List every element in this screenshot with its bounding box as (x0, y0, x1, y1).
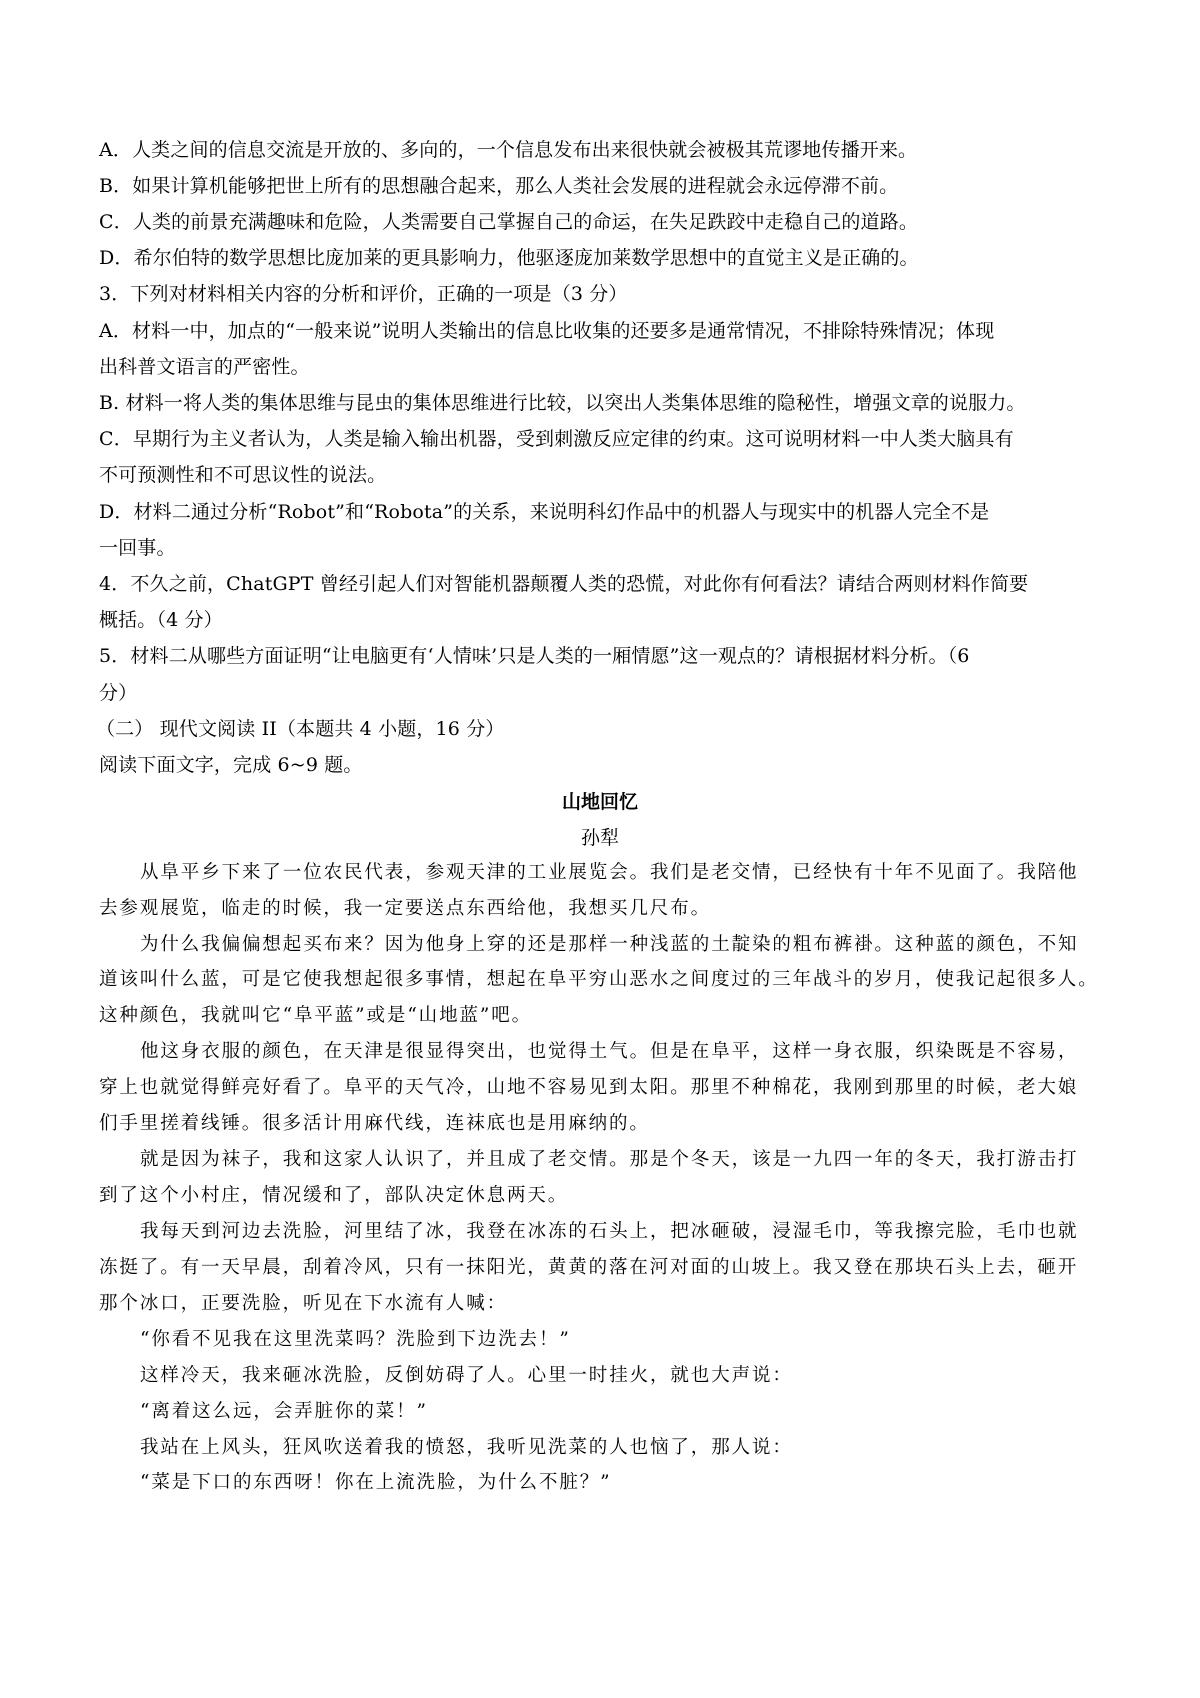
q2-option-d: D．希尔伯特的数学思想比庞加莱的更具影响力，他驱逐庞加莱数学思想中的直觉主义是正确的。 (99, 247, 919, 269)
q3-stem: 3．下列对材料相关内容的分析和评价，正确的一项是（3 分） (99, 283, 628, 305)
q5-stem-line2: 分） (99, 682, 138, 704)
q3-option-c-line2: 不可预测性和不可思议性的说法。 (99, 464, 387, 486)
article-line: 我站在上风头，狂风吹送着我的愤怒，我听见洗菜的人也恼了，那人说： (140, 1437, 793, 1458)
q3-option-b: B. 材料一将人类的集体思维与昆虫的集体思维进行比较，以突出人类集体思维的隐秘性，增强文章的说服力。 (99, 392, 1026, 414)
section-instruction: 阅读下面文字，完成 6~9 题。 (99, 754, 363, 776)
article-line: 他这身衣服的颜色，在天津是很显得突出，也觉得土气。但是在阜平，这样一身衣服，织染既是不容易， (140, 1041, 1079, 1062)
article-line: 我每天到河边去洗脸，河里结了冰，我登在冰冻的石头上，把冰砸破，浸湿毛巾，等我擦完脸，毛巾也就 (140, 1221, 1079, 1242)
q2-option-a: A．人类之间的信息交流是开放的、多向的，一个信息发布出来很快就会被极其荒谬地传播开来。 (99, 139, 918, 161)
article-line: 去参观展览，临走的时候，我一定要送点东西给他，我想买几尺布。 (99, 898, 712, 919)
article-line: “离着这么远，会弄脏你的菜！” (140, 1401, 428, 1422)
section-heading: （二） 现代文阅读 II（本题共 4 小题，16 分） (96, 718, 505, 740)
article-line: 为什么我偏偏想起买布来？因为他身上穿的还是那样一种浅蓝的土靛染的粗布裤褂。这种蓝的颜色，不知 (140, 934, 1079, 955)
article-line: 冻挺了。有一天早晨，刮着冷风，只有一抹阳光，黄黄的落在河对面的山坡上。我又登在那块石头上去，砸开 (99, 1257, 1079, 1278)
q4-stem-line1: 4．不久之前，ChatGPT 曾经引起人们对智能机器颠覆人类的恐慌，对此你有何看法？请结合两则材料作简要 (99, 573, 1029, 595)
article-line: “菜是下口的东西呀！你在上流洗脸，为什么不脏？” (140, 1472, 612, 1493)
q3-option-d-line1: D．材料二通过分析“Robot”和“Robota”的关系，来说明科幻作品中的机器人与现实中的机器人完全不是 (99, 501, 990, 523)
article-line: 那个冰口，正要洗脸，听见在下水流有人喊： (99, 1293, 508, 1314)
article-line: 这样冷天，我来砸冰洗脸，反倒妨碍了人。心里一时挂火，就也大声说： (140, 1365, 793, 1386)
article-line: 穿上也就觉得鲜亮好看了。阜平的天气冷，山地不容易见到太阳。那里不种棉花，我刚到那里的时候，老大娘 (99, 1077, 1079, 1098)
article-line: 从阜平乡下来了一位农民代表，参观天津的工业展览会。我们是老交情，已经快有十年不见面了。我陪他 (140, 862, 1079, 883)
q3-option-d-line2: 一回事。 (99, 537, 176, 559)
article-line: 们手里搓着线锤。很多活计用麻代线，连袜底也是用麻纳的。 (99, 1113, 650, 1134)
article-line: 到了这个小村庄，情况缓和了，部队决定休息两天。 (99, 1185, 569, 1206)
q5-stem-line1: 5．材料二从哪些方面证明“让电脑更有‘人情味’只是人类的一厢情愿”这一观点的？请根据材料分析。（6 (99, 645, 970, 667)
q2-option-b: B．如果计算机能够把世上所有的思想融合起来，那么人类社会发展的进程就会永远停滞不前。 (99, 175, 899, 197)
article-line: 这种颜色，我就叫它“阜平蓝”或是“山地蓝”吧。 (99, 1005, 533, 1026)
article-line: 就是因为袜子，我和这家人认识了，并且成了老交情。那是个冬天，该是一九四一年的冬天，我打游击打 (140, 1149, 1079, 1170)
q3-option-a-line1: A．材料一中，加点的“一般来说”说明人类输出的信息比收集的还要多是通常情况，不排除特殊情况；体现 (99, 320, 995, 342)
q4-stem-line2: 概括。（4 分） (99, 609, 223, 631)
article-line: “你看不见我在这里洗菜吗？洗脸到下边洗去！” (140, 1329, 571, 1350)
q2-option-c: C．人类的前景充满趣味和危险，人类需要自己掌握自己的命运，在失足跌跤中走稳自己的道路。 (99, 211, 918, 233)
q3-option-c-line1: C．早期行为主义者认为，人类是输入输出机器，受到刺激反应定律的约束。这可说明材料一中人类大脑具有 (99, 428, 1014, 450)
q3-option-a-line2: 出科普文语言的严密性。 (99, 356, 310, 378)
article-line: 道该叫什么蓝，可是它使我想起很多事情，想起在阜平穷山恶水之间度过的三年战斗的岁月，使我记起很多人。 (99, 969, 1099, 990)
article-title: 山地回忆 (561, 791, 638, 813)
article-author: 孙犁 (580, 827, 619, 849)
